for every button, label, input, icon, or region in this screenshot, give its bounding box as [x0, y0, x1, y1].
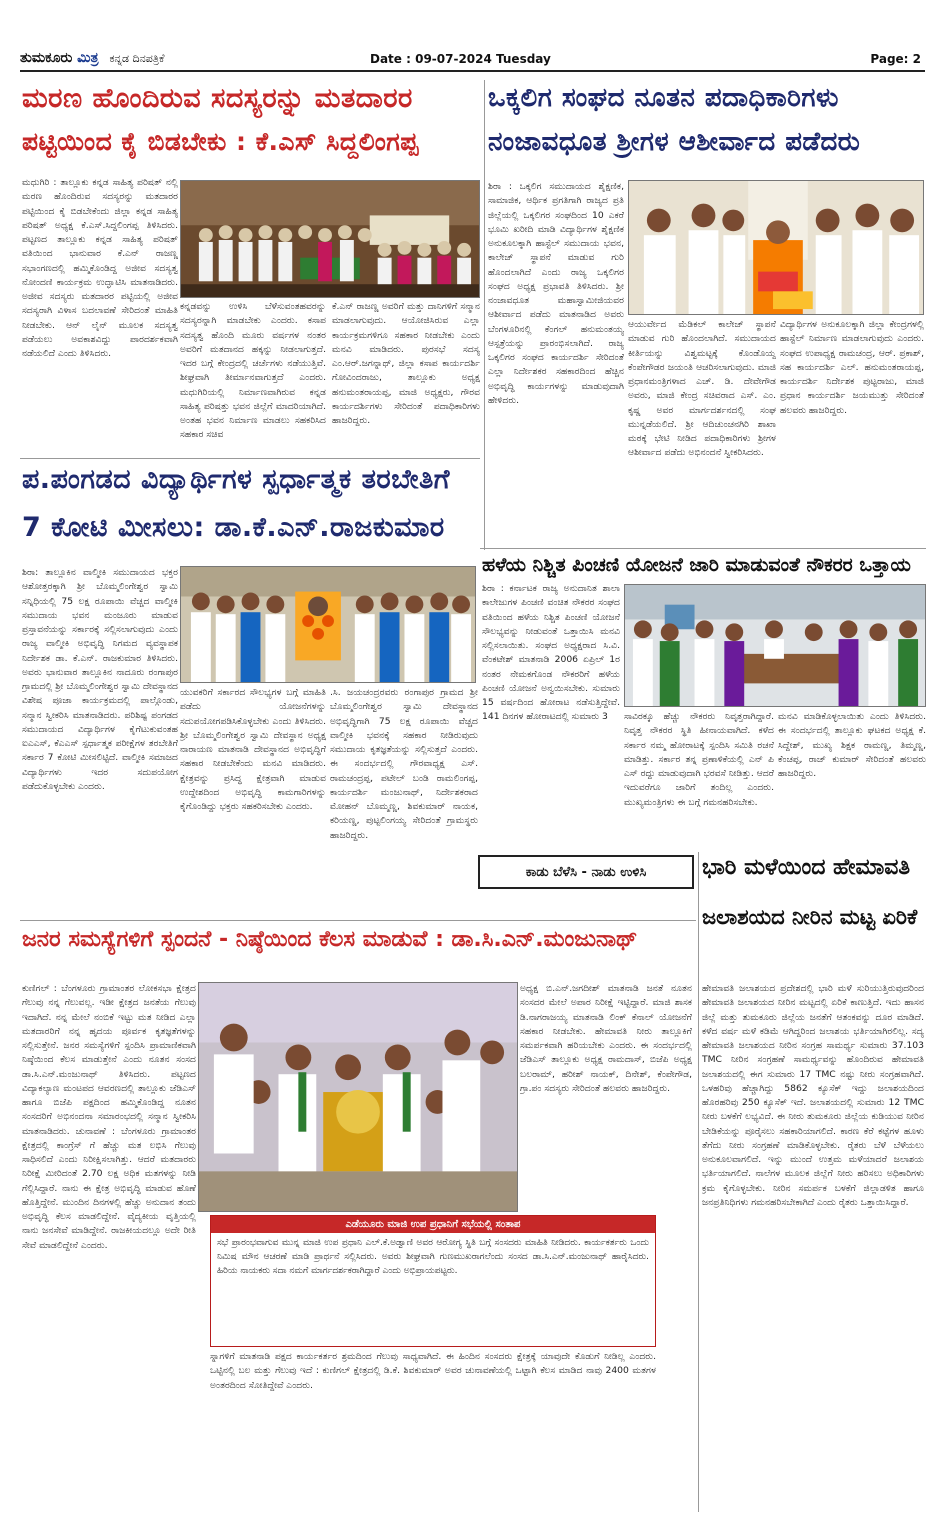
story5-photo [198, 982, 518, 1212]
section-divider [480, 548, 926, 549]
story4-column-3: ಮನವಿ ಮಾಡಿಕೊಳ್ಳಲಾಯಿತು ಎಂದು ತಿಳಿಸಿದರು. ಈ ಸಂದರ್ಭದಲ್ಲಿ ತಾಲ್ಲೂಕು ಘಟಕದ ಅಧ್ಯಕ್ಷ ಕೆ. ಸಿದ್ದೇಶ್, ಮುಖ್ಯ ಶಿಕ್ಷಕ ರಾಮಣ್ಣ, ತಿಮ್ಮಣ್ಣ, ಕೆಂಚಪ್ಪ, ರಾಜ್ ಕುಮಾರ್ ಸೇರಿದಂತೆ ಹಲವರು ಹಾಜರಿದ್ದರು. [778, 711, 926, 779]
story5-column-3: ಅಧ್ಯಕ್ಷ ಬಿ.ಎನ್.ಜಗದೀಶ್ ಮಾತನಾಡಿ ಜನತೆ ನೂತನ ಸಂಸದರ ಮೇಲೆ ಅಪಾರ ನಿರೀಕ್ಷೆ ಇಟ್ಟಿದ್ದಾರೆ. ಮಾಜಿ ಶಾಸಕ ಡಿ.ನಾಗರಾಜಯ್ಯ ಮಾತನಾಡಿ ಲಿಂಕ್ ಕೆನಾಲ್ ಯೋಜನೆಗೆ ಸಹಕಾರ ನೀಡಬೇಕು. ಹೇಮಾವತಿ ನೀರು ತಾಲ್ಲೂಕಿಗೆ ಸಮರ್ಪಕವಾಗಿ ಹರಿಯಬೇಕು ಎಂದರು. ಈ ಸಂದರ್ಭದಲ್ಲಿ ಜೆಡಿಎಸ್ ತಾಲ್ಲೂಕು ಅಧ್ಯಕ್ಷ ರಾಮದಾಸ್, ಬಿಜೆಪಿ ಅಧ್ಯಕ್ಷ ಬಲರಾಮ್, ಹರೀಶ್ ನಾಯಕ್, ದಿನೇಶ್, ಕೆಂಪೇಗೌಡ, ಗ್ರಾ.ಪಂ ಸದಸ್ಯರು ಸೇರಿದಂತೆ ಹಲವರು ಹಾಜರಿದ್ದರು. [520, 983, 692, 1094]
story3-headline-1: ಪ.ಪಂಗಡದ ವಿದ್ಯಾರ್ಥಿಗಳ ಸ್ಪರ್ಧಾತ್ಮಕ ತರಬೇತಿಗೆ [22, 464, 450, 495]
slogan-box: ಕಾಡು ಬೆಳೆಸಿ - ನಾಡು ಉಳಿಸಿ [478, 855, 694, 889]
section-divider [20, 458, 480, 459]
story2-column-1: ಶಿರಾ : ಒಕ್ಕಲಿಗ ಸಮುದಾಯದ ಶೈಕ್ಷಣಿಕ, ಸಾಮಾಜಿಕ, ಆರ್ಥಿಕ ಪ್ರಗತಿಗಾಗಿ ರಾಜ್ಯದ ಪ್ರತಿ ಜಿಲ್ಲೆಯಲ್ಲಿ ಒಕ್ಕಲಿಗರ ಸಂಘದಿಂದ 10 ಎಕರೆ ಭೂಮಿ ಖರೀದಿ ಮಾಡಿ ವಿದ್ಯಾರ್ಥಿಗಳ ಶೈಕ್ಷಣಿಕ ಅನುಕೂಲಕ್ಕಾಗಿ ಹಾಸ್ಟೆಲ್ ಸಮುದಾಯ ಭವನ, ಕಾಲೇಜ್ ಸ್ಥಾಪನೆ ಮಾಡುವ ಗುರಿ ಹೊಂದಲಾಗಿದೆ ಎಂದು ರಾಜ್ಯ ಒಕ್ಕಲಿಗರ ಸಂಘದ ಅಧ್ಯಕ್ಷ ಪ್ರಭಾವತಿ ತಿಳಿಸಿದರು. ಶ್ರೀ ನಂಜಾವಧೂತ ಮಹಾಸ್ವಾಮೀಜಿಯವರ ಆಶೀರ್ವಾದ ಪಡೆದು ಮಾತನಾಡಿದ ಅವರು ಬೆಂಗಳೂರಿನಲ್ಲಿ ಕೆಂಗಲ್ ಹನುಮಂತಯ್ಯ ಆಸ್ಪತ್ರೆಯನ್ನು ಪ್ರಾರಂಭಿಸಲಾಗಿದೆ. ರಾಜ್ಯ ಒಕ್ಕಲಿಗರ ಸಂಘದ ಕಾರ್ಯದರ್ಶಿ ಸೇರಿದಂತೆ ಎಲ್ಲಾ ನಿರ್ದೇಶಕರ ಸಹಕಾರದಿಂದ ಹೆಚ್ಚಿನ ಅಭಿವೃದ್ಧಿ ಕಾರ್ಯಗಳನ್ನು ಮಾಡುವುದಾಗಿ ಹೇಳಿದರು. [488, 181, 624, 406]
photo-image [629, 181, 923, 314]
story3-column-2: ಯುವಕರಿಗೆ ಸರ್ಕಾರದ ಸೌಲಭ್ಯಗಳ ಬಗ್ಗೆ ಮಾಹಿತಿ ಪಡೆದು ಯೋಜನೆಗಳನ್ನು ಸದುಪಯೋಗಪಡಿಸಿಕೊಳ್ಳಬೇಕು ಎಂದು ತಿಳಿಸಿದರು. ಶ್ರೀ ಬೊಮ್ಮಲಿಂಗೇಶ್ವರ ಸ್ವಾಮಿ ದೇವಸ್ಥಾನ ಅಧ್ಯಕ್ಷ ನಾರಾಯಣ ಮಾತನಾಡಿ ದೇವಸ್ಥಾನದ ಅಭಿವೃದ್ಧಿಗೆ ಸಹಕಾರ ನೀಡಬೇಕೆಂದು ಮನವಿ ಮಾಡಿದರು. ಕ್ಷೇತ್ರವನ್ನು ಪ್ರಸಿದ್ಧ ಕ್ಷೇತ್ರವಾಗಿ ಮಾಡುವ ಉದ್ದೇಶದಿಂದ ಅಭಿವೃದ್ಧಿ ಕಾಮಗಾರಿಗಳನ್ನು ಕೈಗೊಂಡಿದ್ದು ಭಕ್ತರು ಸಹಕರಿಸಬೇಕು ಎಂದರು. [180, 687, 326, 812]
story6-column: ಹೇಮಾವತಿ ಜಲಾಶಯದ ಪ್ರದೇಶದಲ್ಲಿ ಭಾರಿ ಮಳೆ ಸುರಿಯುತ್ತಿರುವುದರಿಂದ ಹೇಮಾವತಿ ಜಲಾಶಯದ ನೀರಿನ ಮಟ್ಟದಲ್ಲಿ ಏರಿಕೆ ಕಾಣುತ್ತಿದೆ. ಇದು ಹಾಸನ ಜಿಲ್ಲೆ ಮತ್ತು ತುಮಕೂರು ಜಿಲ್ಲೆಯ ಜನತೆಗೆ ಆತಂಕವನ್ನು ದೂರ ಮಾಡಿದೆ. ಕಳೆದ ವರ್ಷ ಮಳೆ ಕಡಿಮೆ ಆಗಿದ್ದರಿಂದ ಜಲಾಶಯ ಭರ್ತಿಯಾಗಿರಲಿಲ್ಲ. ಸದ್ಯ ಹೇಮಾವತಿ ಜಲಾಶಯದ ನೀರಿನ ಸಂಗ್ರಹ ಸಾಮರ್ಥ್ಯ ಸುಮಾರು 37.103 TMC ನೀರಿನ ಸಂಗ್ರಹಣೆ ಸಾಮರ್ಥ್ಯವನ್ನು ಹೊಂದಿರುವ ಹೇಮಾವತಿ ಜಲಾಶಯದಲ್ಲಿ ಈಗ ಸುಮಾರು 17 TMC ನಷ್ಟು ನೀರು ಸಂಗ್ರಹವಾಗಿದೆ. ಒಳಹರಿವು ಹೆಚ್ಚಾಗಿದ್ದು 5862 ಕ್ಯೂಸೆಕ್ ಇದ್ದು ಜಲಾಶಯದಿಂದ ಹೊರಹರಿವು 250 ಕ್ಯೂಸೆಕ್ ಇದೆ. ಜಲಾಶಯದಲ್ಲಿ ಸುಮಾರು 12 TMC ನೀರು ಬಳಕೆಗೆ ಲಭ್ಯವಿದೆ. ಈ ನೀರು ತುಮಕೂರು ಜಿಲ್ಲೆಯ ಕುಡಿಯುವ ನೀರಿನ ಬೇಡಿಕೆಯನ್ನು ಪೂರೈಸಲು ಸಹಕಾರಿಯಾಗಲಿದೆ. ಕಾರಣ ಕೆರೆ ಕಟ್ಟೆಗಳ ಹೂಳು ತೆಗೆದು ನೀರು ಸಂಗ್ರಹಣೆ ಮಾಡಿಕೊಳ್ಳಬೇಕು. ರೈತರು ಬೆಳೆ ಬೆಳೆಯಲು ಅನುಕೂಲವಾಗಲಿದೆ. ಇನ್ನು ಮುಂದೆ ಉತ್ತಮ ಮಳೆಯಾದರೆ ಜಲಾಶಯ ಭರ್ತಿಯಾಗಲಿದೆ. ನಾಲೆಗಳ ಮೂಲಕ ಜಿಲ್ಲೆಗೆ ನೀರು ಹರಿಸಲು ಅಧಿಕಾರಿಗಳು ಕ್ರಮ ಕೈಗೊಳ್ಳಬೇಕು. ನೀರಿನ ಸಮರ್ಪಕ ಬಳಕೆಗೆ ಜಿಲ್ಲಾಡಳಿತ ಹಾಗೂ ಜನಪ್ರತಿನಿಧಿಗಳು ಗಮನಹರಿಸಬೇಕಾಗಿದೆ ಎಂದು ರೈತರು ಒತ್ತಾಯಿಸಿದ್ದಾರೆ. [702, 983, 924, 1208]
column-divider [484, 80, 485, 550]
section-divider [20, 920, 696, 921]
story5-headline: ಜನರ ಸಮಸ್ಯೆಗಳಿಗೆ ಸ್ಪಂದನೆ - ನಿಷ್ಠೆಯಿಂದ ಕೆಲಸ ಮಾಡುವೆ : ಡಾ.ಸಿ.ಎನ್.ಮಂಜುನಾಥ್ [22, 927, 638, 952]
caption-title: ಎಡೆಯೂರು ಮಾಜಿ ಉಪ ಪ್ರಧಾನಿಗೆ ಸಭೆಯಲ್ಲಿ ಸಂತಾಪ [211, 1216, 655, 1233]
story6-headline-2: ಜಲಾಶಯದ ನೀರಿನ ಮಟ್ಟ ಏರಿಕೆ [702, 905, 918, 929]
story1-column-2: ಕನ್ನಡವನ್ನು ಉಳಿಸಿ ಬೆಳೆಸುವಂತಹವರನ್ನು ಸದಸ್ಯರನ್ನಾಗಿ ಮಾಡಬೇಕು ಎಂದರು. ಕಸಾಪ ಸದಸ್ಯತ್ವ ಹೊಂದಿ ಮೂರು ವರ್ಷಗಳ ನಂತರ ಅವರಿಗೆ ಮತದಾನದ ಹಕ್ಕನ್ನು ನೀಡಲಾಗುತ್ತದೆ. ಇದರ ಬಗ್ಗೆ ಕೇಂದ್ರದಲ್ಲಿ ಚರ್ಚೆಗಳು ನಡೆಯುತ್ತಿವೆ. ಶೀಘ್ರವಾಗಿ ತೀರ್ಮಾನವಾಗುತ್ತದೆ ಎಂದರು. ಮಧುಗಿರಿಯಲ್ಲಿ ನಿರ್ಮಾಣವಾಗಿರುವ ಕನ್ನಡ ಸಾಹಿತ್ಯ ಪರಿಷತ್ತು ಭವನ ಜಿಲ್ಲೆಗೆ ಮಾದರಿಯಾಗಿದೆ. ಅಂತಹ ಭವನ ನಿರ್ಮಾಣ ಮಾಡಲು ಸಹಕರಿಸಿದ ಸಹಕಾರ ಸಚಿವ [180, 301, 326, 441]
brand-accent: ಮಿತ್ರ [77, 50, 99, 66]
masthead-rule [20, 70, 925, 72]
masthead [0, 0, 945, 76]
story2-column-3: ವಿದ್ಯಾರ್ಥಿಗಳ ಅನುಕೂಲಕ್ಕಾಗಿ ಜಿಲ್ಲಾ ಕೇಂದ್ರಗಳಲ್ಲಿ ಹಾಸ್ಟೆಲ್ ನಿರ್ಮಾಣ ಮಾಡಲಾಗುವುದು ಎಂದರು. ಸಂಘದ ಉಪಾಧ್ಯಕ್ಷ ರಾಮಚಂದ್ರ, ಆರ್. ಪ್ರಕಾಶ್, ಸಹ ಕಾರ್ಯದರ್ಶಿ ಎಲ್. ಹನುಮಂತರಾಯಪ್ಪ, ಕಾರ್ಯದರ್ಶಿ ನಿರ್ದೇಶಕ ಪುಟ್ಟರಾಜು, ಮಾಜಿ ಪ್ರಧಾನ ಕಾರ್ಯದರ್ಶಿ ಜಯಮುತ್ತು ಸೇರಿದಂತೆ ಹಲವರು ಹಾಜರಿದ್ದರು. [780, 319, 924, 416]
photo-image [625, 585, 925, 706]
story1-headline-1: ಮರಣ ಹೊಂದಿರುವ ಸದಸ್ಯರನ್ನು ಮತದಾರರ [22, 83, 413, 114]
story6-headline-1: ಭಾರಿ ಮಳೆಯಿಂದ ಹೇಮಾವತಿ [702, 855, 910, 880]
story4-column-2: ಸಾವಿರಕ್ಕೂ ಹೆಚ್ಚು ನೌಕರರು ನಿವೃತ್ತರಾಗಿದ್ದಾರೆ. ನಿವೃತ್ತ ನೌಕರರ ಸ್ಥಿತಿ ಹೀನಾಯವಾಗಿದೆ. ಕಳೆದ ಸರ್ಕಾರ ನಮ್ಮ ಹೋರಾಟಕ್ಕೆ ಸ್ಪಂದಿಸಿ ಸಮಿತಿ ರಚನೆ ಮಾಡಿತ್ತು. ಸರ್ಕಾರ ತನ್ನ ಪ್ರಣಾಳಿಕೆಯಲ್ಲಿ ಎನ್ ಪಿ ಎಸ್ ರದ್ದು ಮಾಡುವುದಾಗಿ ಭರವಸೆ ನೀಡಿತ್ತು. ಆದರೆ ಇದುವರೆಗೂ ಜಾರಿಗೆ ತಂದಿಲ್ಲ ಎಂದರು. ಮುಖ್ಯಮಂತ್ರಿಗಳು ಈ ಬಗ್ಗೆ ಗಮನಹರಿಸಬೇಕು. [624, 711, 774, 808]
story2-headline-2: ನಂಜಾವಧೂತ ಶ್ರೀಗಳ ಆಶೀರ್ವಾದ ಪಡೆದರು [488, 127, 861, 157]
story1-column-3: ಕೆ.ಎನ್ ರಾಜಣ್ಣ ಅವರಿಗೆ ಮತ್ತು ದಾನಿಗಳಿಗೆ ಸನ್ಮಾನ ಮಾಡಲಾಗುವುದು. ಆಯೋಜಿಸಿರುವ ಎಲ್ಲಾ ಕಾರ್ಯಕ್ರಮಗಳಿಗೂ ಸಹಕಾರ ನೀಡಬೇಕು ಎಂದು ಮನವಿ ಮಾಡಿದರು. ಪುರಸಭೆ ಸದಸ್ಯ ಎಂ.ಆರ್.ಜಗನ್ನಾಥ್, ಜಿಲ್ಲಾ ಕಸಾಪ ಕಾರ್ಯದರ್ಶಿ ಗೋವಿಂದರಾಜು, ತಾಲ್ಲೂಕು ಅಧ್ಯಕ್ಷ ಹನುಮಂತರಾಯಪ್ಪ, ಮಾಜಿ ಅಧ್ಯಕ್ಷರು, ಗೌರವ ಕಾರ್ಯದರ್ಶಿಗಳು ಸೇರಿದಂತೆ ಪದಾಧಿಕಾರಿಗಳು ಹಾಜರಿದ್ದರು. [332, 301, 480, 426]
story4-headline: ಹಳೆಯ ನಿಶ್ಚಿತ ಪಿಂಚಣಿ ಯೋಜನೆ ಜಾರಿ ಮಾಡುವಂತೆ ನೌಕರರ ಒತ್ತಾಯ [482, 554, 911, 576]
newspaper-brand [20, 50, 164, 66]
story1-headline-2: ಪಟ್ಟಿಯಿಂದ ಕೈ ಬಿಡಬೇಕು : ಕೆ.ಎಸ್ ಸಿದ್ದಲಿಂಗಪ್ಪ [22, 127, 419, 156]
story2-column-2: ಆಯುರ್ವೇದ ಮೆಡಿಕಲ್ ಕಾಲೇಜ್ ಸ್ಥಾಪನೆ ಮಾಡುವ ಗುರಿ ಹೊಂದಲಾಗಿದೆ. ಸಮುದಾಯದ ಕೀರ್ತಿಯನ್ನು ವಿಶ್ವಮಟ್ಟಕ್ಕೆ ಕೊಂಡೊಯ್ದ ಕೆಂಪೇಗೌಡರ ಜಯಂತಿ ಆಚರಿಸಲಾಗುವುದು. ಮಾಜಿ ಪ್ರಧಾನಮಂತ್ರಿಗಳಾದ ಎಚ್. ಡಿ. ದೇವೇಗೌಡ ಅವರು, ಮಾಜಿ ಕೇಂದ್ರ ಸಚಿವರಾದ ಎಸ್. ಎಂ. ಕೃಷ್ಣ ಅವರ ಮಾರ್ಗದರ್ಶನದಲ್ಲಿ ಸಂಘ ಮುನ್ನಡೆಯಲಿದೆ. ಶ್ರೀ ಆದಿಚುಂಚನಗಿರಿ ಶಾಖಾ ಮಠಕ್ಕೆ ಭೇಟಿ ನೀಡಿದ ಪದಾಧಿಕಾರಿಗಳು ಶ್ರೀಗಳ ಆಶೀರ್ವಾದ ಪಡೆದು ಅಭಿನಂದನೆ ಸ್ವೀಕರಿಸಿದರು. [628, 319, 776, 459]
column-divider [698, 852, 699, 1512]
story3-photo [180, 566, 476, 683]
story4-photo [624, 584, 926, 707]
story5-column-1: ಕುಣಿಗಲ್ : ಬೆಂಗಳೂರು ಗ್ರಾಮಾಂತರ ಲೋಕಸಭಾ ಕ್ಷೇತ್ರದ ಗೆಲುವು ನನ್ನ ಗೆಲುವಲ್ಲ. ಇಡೀ ಕ್ಷೇತ್ರದ ಜನತೆಯ ಗೆಲುವು ಇದಾಗಿದೆ. ನನ್ನ ಮೇಲೆ ನಂಬಿಕೆ ಇಟ್ಟು ಮತ ನೀಡಿದ ಎಲ್ಲಾ ಮತದಾರರಿಗೆ ನನ್ನ ಹೃದಯ ಪೂರ್ವಕ ಕೃತಜ್ಞತೆಗಳನ್ನು ಸಲ್ಲಿಸುತ್ತೇನೆ. ಜನರ ಸಮಸ್ಯೆಗಳಿಗೆ ಸ್ಪಂದಿಸಿ ಪ್ರಾಮಾಣಿಕವಾಗಿ ನಿಷ್ಠೆಯಿಂದ ಕೆಲಸ ಮಾಡುತ್ತೇನೆ ಎಂದು ನೂತನ ಸಂಸದ ಡಾ.ಸಿ.ಎನ್.ಮಂಜುನಾಥ್ ತಿಳಿಸಿದರು. ಪಟ್ಟಣದ ವಿದ್ಯಾಕಲ್ಯಾಣ ಮಂಟಪದ ಆವರಣದಲ್ಲಿ ತಾಲ್ಲೂಕು ಜೆಡಿಎಸ್ ಹಾಗೂ ಬಿಜೆಪಿ ಪಕ್ಷದಿಂದ ಹಮ್ಮಿಕೊಂಡಿದ್ದ ನೂತನ ಸಂಸದರಿಗೆ ಅಭಿನಂದನಾ ಸಮಾರಂಭದಲ್ಲಿ ಸನ್ಮಾನ ಸ್ವೀಕರಿಸಿ ಮಾತನಾಡಿದರು. ಚುನಾವಣೆ : ಬೆಂಗಳೂರು ಗ್ರಾಮಾಂತರ ಕ್ಷೇತ್ರದಲ್ಲಿ ಕಾಂಗ್ರೆಸ್ ಗೆ ಹೆಚ್ಚು ಮತ ಲಭಿಸಿ ಗೆಲುವು ಸಾಧಿಸಲಿದೆ ಎಂದು ನಿರೀಕ್ಷಿಸಲಾಗಿತ್ತು. ಆದರೆ ಮತದಾರರು ನಿರೀಕ್ಷೆ ಮೀರಿದಂತೆ 2.70 ಲಕ್ಷ ಅಧಿಕ ಮತಗಳನ್ನು ನೀಡಿ ಗೆಲ್ಲಿಸಿದ್ದಾರೆ. ನಾನು ಈ ಕ್ಷೇತ್ರ ಅಭಿವೃದ್ಧಿ ಮಾಡುವ ಹೊಣೆ ಹೊತ್ತಿದ್ದೇನೆ. ಮುಂದಿನ ದಿನಗಳಲ್ಲಿ ಹೆಚ್ಚು ಅನುದಾನ ತಂದು ಅಭಿವೃದ್ಧಿ ಕೆಲಸ ಮಾಡಲಿದ್ದೇನೆ. ವೈದ್ಯಕೀಯ ವೃತ್ತಿಯಲ್ಲಿ ನಾನು ಜನಸೇವೆ ಮಾಡಿದ್ದೇನೆ. ರಾಜಕೀಯದಲ್ಲೂ ಅದೇ ರೀತಿ ಸೇವೆ ಮಾಡಲಿದ್ದೇನೆ ಎಂದರು. [22, 983, 196, 1251]
brand-subtitle: ಕನ್ನಡ ದಿನಪತ್ರಿಕೆ [109, 52, 165, 65]
story3-column-1: ಶಿರಾ: ತಾಲ್ಲೂಕಿನ ವಾಲ್ಮೀಕಿ ಸಮುದಾಯದ ಭಕ್ತರ ಆಶೋತ್ತರಕ್ಕಾಗಿ ಶ್ರೀ ಬೊಮ್ಮಲಿಂಗೇಶ್ವರ ಸ್ವಾಮಿ ಸನ್ನಿಧಿಯಲ್ಲಿ 75 ಲಕ್ಷ ರೂಪಾಯಿ ವೆಚ್ಚದ ವಾಲ್ಮೀಕಿ ಸಮುದಾಯ ಭವನ ಮಂಜೂರು ಮಾಡುವ ಪ್ರಸ್ತಾವನೆಯನ್ನು ಸರ್ಕಾರಕ್ಕೆ ಸಲ್ಲಿಸಲಾಗುವುದು ಎಂದು ರಾಜ್ಯ ವಾಲ್ಮೀಕಿ ಅಭಿವೃದ್ಧಿ ನಿಗಮದ ವ್ಯವಸ್ಥಾಪಕ ನಿರ್ದೇಶಕ ಡಾ. ಕೆ.ಎನ್. ರಾಜಕುಮಾರ ತಿಳಿಸಿದರು. ಅವರು ಭಾನುವಾರ ತಾಲ್ಲೂಕಿನ ನಾದೂರು ರಂಗಾಪುರ ಗ್ರಾಮದಲ್ಲಿ ಶ್ರೀ ಬೊಮ್ಮಲಿಂಗೇಶ್ವರ ಸ್ವಾಮಿ ದೇವಸ್ಥಾನದ ವಿಶೇಷ ಪೂಜಾ ಕಾರ್ಯಕ್ರಮದಲ್ಲಿ ಪಾಲ್ಗೊಂಡು, ಸನ್ಮಾನ ಸ್ವೀಕರಿಸಿ ಮಾತನಾಡಿದರು. ಪರಿಶಿಷ್ಟ ಪಂಗಡದ ಸಮುದಾಯದ ವಿದ್ಯಾರ್ಥಿಗಳ ಕೈಗೆಟುಕುವಂತಹ ಐಎಎಸ್, ಕೆಎಎಸ್ ಸ್ಪರ್ಧಾತ್ಮಕ ಪರೀಕ್ಷೆಗಳ ತರಬೇತಿಗೆ ಸರ್ಕಾರ 7 ಕೋಟಿ ಮೀಸಲಿಟ್ಟಿದೆ. ವಾಲ್ಮೀಕಿ ಸಮಾಜದ ವಿದ್ಯಾರ್ಥಿಗಳು ಇದರ ಸದುಪಯೋಗ ಪಡೆದುಕೊಳ್ಳಬೇಕು ಎಂದರು. [22, 567, 178, 792]
story2-headline-1: ಒಕ್ಕಲಿಗ ಸಂಘದ ನೂತನ ಪದಾಧಿಕಾರಿಗಳು [488, 83, 839, 113]
story4-column-1: ಶಿರಾ : ಕರ್ನಾಟಕ ರಾಜ್ಯ ಅನುದಾನಿತ ಶಾಲಾ ಕಾಲೇಜುಗಳ ಪಿಂಚಣಿ ವಂಚಿತ ನೌಕರರ ಸಂಘದ ವತಿಯಿಂದ ಹಳೆಯ ನಿಶ್ಚಿತ ಪಿಂಚಣಿ ಯೋಜನೆ ಸೌಲಭ್ಯವನ್ನು ನೀಡುವಂತೆ ಒತ್ತಾಯಿಸಿ ಮನವಿ ಸಲ್ಲಿಸಲಾಯಿತು. ಸಂಘದ ಅಧ್ಯಕ್ಷರಾದ ಸಿ.ವಿ. ವೆಂಕಟೇಶ್ ಮಾತನಾಡಿ 2006 ಏಪ್ರಿಲ್ 1ರ ನಂತರ ನೇಮಕಗೊಂಡ ನೌಕರರಿಗೆ ಹಳೆಯ ಪಿಂಚಣಿ ಯೋಜನೆ ಅನ್ವಯಿಸಬೇಕು. ಸುಮಾರು 15 ವರ್ಷದಿಂದ ಹೋರಾಟ ನಡೆಸುತ್ತಿದ್ದೇವೆ. 141 ದಿನಗಳ ಹೋರಾಟದಲ್ಲಿ ಸುಮಾರು 3 [482, 583, 620, 723]
photo-image [181, 181, 479, 297]
brand-name: ತುಮಕೂರು [20, 50, 73, 66]
story1-column-1: ಮಧುಗಿರಿ : ತಾಲ್ಲೂಕು ಕನ್ನಡ ಸಾಹಿತ್ಯ ಪರಿಷತ್ ನಲ್ಲಿ ಮರಣ ಹೊಂದಿರುವ ಸದಸ್ಯರನ್ನು ಮತದಾರರ ಪಟ್ಟಿಯಿಂದ ಕೈ ಬಿಡಬೇಕೆಂದು ಜಿಲ್ಲಾ ಕನ್ನಡ ಸಾಹಿತ್ಯ ಪರಿಷತ್ ಅಧ್ಯಕ್ಷ ಕೆ.ಎಸ್.ಸಿದ್ದಲಿಂಗಪ್ಪ ತಿಳಿಸಿದರು. ಪಟ್ಟಣದ ತಾಲ್ಲೂಕು ಕನ್ನಡ ಸಾಹಿತ್ಯ ಪರಿಷತ್ ವತಿಯಿಂದ ಭಾನುವಾರ ಕೆ.ಎನ್ ರಾಜಣ್ಣ ಸಭಾಂಗಣದಲ್ಲಿ ಹಮ್ಮಿಕೊಂಡಿದ್ದ ಅಜೀವ ಸದಸ್ಯತ್ವ ನೋಂದಣಿ ಕಾರ್ಯಕ್ರಮ ಉದ್ಘಾಟಿಸಿ ಮಾತನಾಡಿದರು. ಅಜೀವ ಸದಸ್ಯರು ಮತದಾರರ ಪಟ್ಟಿಯಲ್ಲಿ ಅಜೀವ ಸದಸ್ಯರಾಗಿ ವಿಳಾಸ ಬದಲಾವಣೆ ಸೇರಿದಂತೆ ಮಾಹಿತಿ ನೀಡಬೇಕು. ಆನ್ ಲೈನ್ ಮೂಲಕ ಸದಸ್ಯತ್ವ ಪಡೆಯಲು ಅವಕಾಶವಿದ್ದು ಪಾರದರ್ಶಕವಾಗಿ ನಡೆಯಲಿದೆ ಎಂದು ತಿಳಿಸಿದರು. [22, 177, 178, 359]
story1-group-photo [180, 180, 480, 298]
story3-column-3: .ಸಿ. ಜಯಚಂದ್ರರವರು ರಂಗಾಪುರ ಗ್ರಾಮದ ಶ್ರೀ ಬೊಮ್ಮಲಿಂಗೇಶ್ವರ ಸ್ವಾಮಿ ದೇವಸ್ಥಾನದ ಅಭಿವೃದ್ಧಿಗಾಗಿ 75 ಲಕ್ಷ ರೂಪಾಯಿ ವೆಚ್ಚದ ವಾಲ್ಮೀಕಿ ಭವನಕ್ಕೆ ಸಹಕಾರ ನೀಡಿರುವುದು ಸಮುದಾಯ ಕೃತಜ್ಞತೆಯನ್ನು ಸಲ್ಲಿಸುತ್ತದೆ ಎಂದರು. ಈ ಸಂದರ್ಭದಲ್ಲಿ ಗೌರವಾಧ್ಯಕ್ಷ ಎಸ್. ರಾಮಚಂದ್ರಪ್ಪ, ಪಟೇಲ್ ಬಂಡಿ ರಾಮಲಿಂಗಪ್ಪ, ಕಾರ್ಯದರ್ಶಿ ಮಂಜುನಾಥ್, ನಿರ್ದೇಶಕರಾದ ಮೋಹನ್ ಬೊಮ್ಮಣ್ಣ, ಶಿವಕುಮಾರ್ ನಾಯಕ, ಕರಿಯಣ್ಣ, ಪುಟ್ಟಲಿಂಗಯ್ಯ ಸೇರಿದಂತೆ ಗ್ರಾಮಸ್ಥರು ಹಾಜರಿದ್ದರು. [330, 687, 478, 841]
story3-headline-2: 7 ಕೋಟಿ ಮೀಸಲು: ಡಾ.ಕೆ.ಎನ್.ರಾಜಕುಮಾರ [22, 512, 445, 543]
photo-image [199, 983, 517, 1211]
story5-column-2: ಸ್ನಾಗಳಿಗೆ ಮಾತನಾಡಿ ಪಕ್ಷದ ಕಾರ್ಯಕರ್ತರ ಶ್ರಮದಿಂದ ಗೆಲುವು ಸಾಧ್ಯವಾಗಿದೆ. ಈ ಹಿಂದಿನ ಸಂಸದರು ಕ್ಷೇತ್ರಕ್ಕೆ ಯಾವುದೇ ಕೊಡುಗೆ ನೀಡಿಲ್ಲ ಎಂದರು. ಒಟ್ಟಿನಲ್ಲಿ ಬಲ ಮತ್ತು ಗೆಲುವು ಇದೆ : ಕುಣಿಗಲ್ ಕ್ಷೇತ್ರದಲ್ಲಿ ಡಿ.ಕೆ. ಶಿವಕುಮಾರ್ ಅವರ ಚುನಾವಣೆಯಲ್ಲಿ ಒಟ್ಟಾಗಿ ಕೆಲಸ ಮಾಡಿದ ನಾವು 2400 ಮತಗಳ ಅಂತರದಿಂದ ಸೋತಿದ್ದೇವೆ ಎಂದರು. [210, 1351, 656, 1391]
story2-photo [628, 180, 924, 315]
story5-caption-box [210, 1215, 656, 1347]
photo-image [181, 567, 475, 682]
page-number: Page: 2 [870, 52, 921, 66]
issue-date: Date : 09-07-2024 Tuesday [370, 52, 551, 66]
caption-text: ಸಭೆ ಪ್ರಾರಂಭವಾಗುವ ಮುನ್ನ ಮಾಜಿ ಉಪ ಪ್ರಧಾನಿ ಎಲ್.ಕೆ.ಅಡ್ವಾಣಿ ಅವರ ಆರೋಗ್ಯ ಸ್ಥಿತಿ ಬಗ್ಗೆ ಸಂಸದರು ಮಾಹಿತಿ ನೀಡಿದರು. ಕಾರ್ಯಕರ್ತರು ಒಂದು ನಿಮಿಷ ಮೌನ ಆಚರಣೆ ಮಾಡಿ ಪ್ರಾರ್ಥನೆ ಸಲ್ಲಿಸಿದರು. ಅವರು ಶೀಘ್ರವಾಗಿ ಗುಣಮುಖರಾಗಲೆಂದು ಸಂಸದ ಡಾ.ಸಿ.ಎನ್.ಮಂಜುನಾಥ್ ಹಾರೈಸಿದರು. ಹಿರಿಯ ನಾಯಕರು ಸದಾ ನಮಗೆ ಮಾರ್ಗದರ್ಶಕರಾಗಿದ್ದಾರೆ ಎಂದು ಅಭಿಪ್ರಾಯಪಟ್ಟರು. [217, 1238, 649, 1276]
